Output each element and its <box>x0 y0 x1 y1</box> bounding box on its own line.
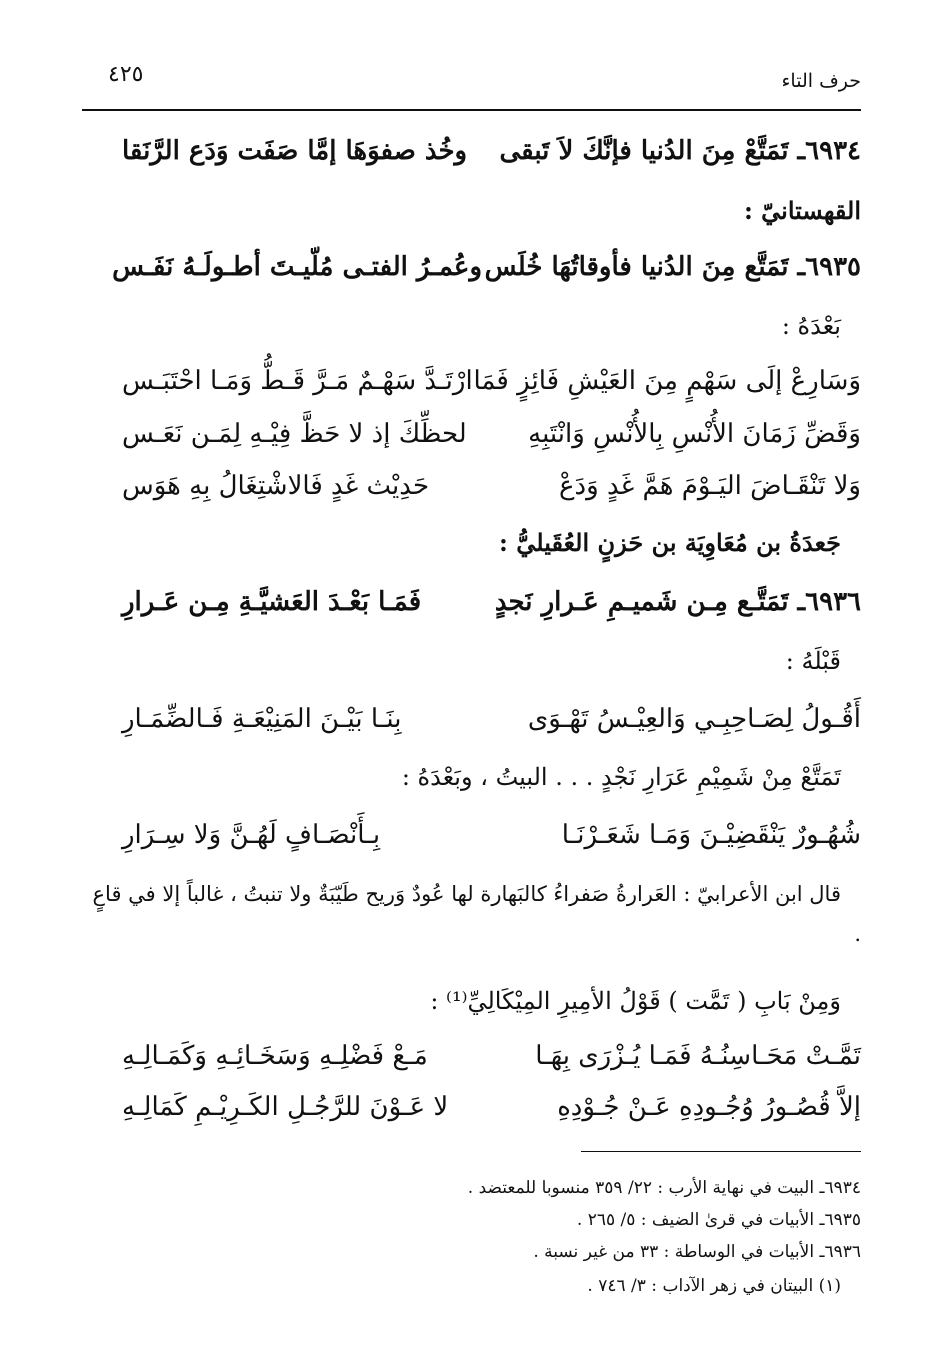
page-number: ٤٢٥ <box>108 62 144 87</box>
verse-hemistich-second: مَـعْ فَضْلِـهِ وَسَخَـائِـهِ وَكَمَـالِـهِ <box>122 1041 428 1071</box>
verse-6936 <box>82 578 861 626</box>
verse-couplet <box>82 410 861 458</box>
verse-hemistich-first: أَقُـولُ لِصَـاحِبِـي وَالعِيْـسُ تَهْـوَى <box>527 704 861 734</box>
verse-hemistich-second: فَمَـا بَعْـدَ العَشيَّـةِ مِـن عَـرارِ <box>122 587 422 617</box>
verse-reference-line: تَمَتَّعْ مِنْ شَمِيْمِ عَرَارِ نَجْدٍ . . . البيتُ ، وبَعْدَهُ : <box>401 763 841 791</box>
poet-attribution: جَعدَةُ بن مُعَاوِيَة بن حَزنٍ العُقَيليُّ : <box>499 528 841 557</box>
verse-hemistich-second: بِـأَنْصَـافٍ لَهُـنَّ وَلا سِـرَارِ <box>122 820 381 850</box>
verse-couplet <box>82 462 861 510</box>
verse-hemistich-second: وخُذ صفوَهَا إمَّا صَفَت وَدَع الرَّنَقا <box>122 136 468 166</box>
verse-couplet <box>82 695 861 743</box>
header-rule <box>82 109 861 111</box>
verse-hemistich-second: حَدِيْث غَدٍ فَالاشْتِغَالُ بِهِ هَوَس <box>122 471 430 501</box>
verse-hemistich-first: ٦٩٣٥ـ تَمَتَّع مِنَ الدُنيا فأوقاتُهَا خُلَس <box>484 252 861 282</box>
commentary-paragraph <box>82 874 861 954</box>
verse-hemistich-first: ٦٩٣٤ـ تَمَتَّعْ مِنَ الدُنيا فإنَّكَ لاَ تَبقى <box>499 136 861 166</box>
running-header-title: حرف التاء <box>781 70 861 92</box>
verse-6934 <box>82 127 861 175</box>
verse-6935 <box>82 243 861 291</box>
footnote: ٦٩٣٦ـ الأبيات في الوساطة : ٣٣ من غير نسبة . <box>533 1242 861 1262</box>
section-label: قَبْلَهُ : <box>785 647 841 675</box>
verse-hemistich-first: وَلا تَنْقَـاضَ اليَـوْمَ هَمَّ غَدٍ وَدَعْ <box>559 471 861 501</box>
verse-hemistich-second: لحظِّكَ إذ لا حَظَّ فِيْـهِ لِمَـن نَعَـس <box>122 419 467 449</box>
verse-couplet <box>82 357 861 405</box>
poet-attribution: القهستانيّ : <box>743 196 861 225</box>
section-label: وَمِنْ بَابِ ( تَمَّت ) قَوْلُ الأمِيرِ المِيْكَالِيِّ⁽¹⁾ : <box>430 987 841 1015</box>
verse-hemistich-second: لا عَـوْنَ للرَّجُـلِ الكَـرِيْـمِ كَمَالِـهِ <box>122 1092 449 1122</box>
verse-hemistich-first: إلاَّ قُصُـورُ وُجُـودِهِ عَـنْ جُـوْدِهِ <box>557 1092 861 1122</box>
verse-hemistich-first: ٦٩٣٦ـ تَمَتَّـع مِـن شَميـمِ عَـرارِ نَجدٍ <box>494 587 861 617</box>
verse-hemistich-first: تَمَّـتْ مَحَـاسِنُـهُ فَمَـا يُـزْرَى بِهَـا <box>535 1041 861 1071</box>
footnote: ٦٩٣٥ـ الأبيات في قرىٰ الضيف : ٥/ ٢٦٥ . <box>576 1210 861 1230</box>
verse-hemistich-second: بِنَـا بَيْـنَ المَنِيْعَـةِ فَـالضِّمَـارِ <box>122 704 402 734</box>
footnote-rule <box>581 1151 861 1152</box>
commentary-text: قال ابن الأعرابيّ : العَرارةُ صَفراءُ كالبَهارة لها عُودٌ وَريح طَيّبَةٌ ولا تنبتُ ، غالباً إلا في قاعٍ . <box>92 882 861 946</box>
verse-hemistich-first: شُهُـورٌ يَنْقَضِيْـنَ وَمَـا شَعَـرْنَـا <box>561 820 861 850</box>
verse-couplet <box>82 1083 861 1131</box>
verse-hemistich-second: ارْتَـدَّ سَهْـمٌ مَـرَّ قَـطُّ وَمَـا احْتَبَـس <box>122 366 473 396</box>
verse-hemistich-first: وَقَضِّ زَمَانَ الأُنْسِ بِالأُنْسِ وَانْتَبِهِ <box>528 419 861 449</box>
verse-hemistich-second: وعُمـرُ الفتـى مُلّيـتَ أطـولَـهُ نَفَـس <box>112 252 482 282</box>
verse-couplet <box>82 1032 861 1080</box>
footnote: (١) البيتان في زهر الآداب : ٣/ ٧٤٦ . <box>587 1276 841 1296</box>
footnote: ٦٩٣٤ـ البيت في نهاية الأرب : ٢٢/ ٣٥٩ منسوبا للمعتضد . <box>467 1178 861 1198</box>
verse-hemistich-first: وَسَارِعْ إلَى سَهْمٍ مِنَ العَيْشِ فَائِزٍ فَمَا <box>473 366 861 396</box>
section-label: بَعْدَهُ : <box>781 312 841 340</box>
verse-couplet <box>82 811 861 859</box>
